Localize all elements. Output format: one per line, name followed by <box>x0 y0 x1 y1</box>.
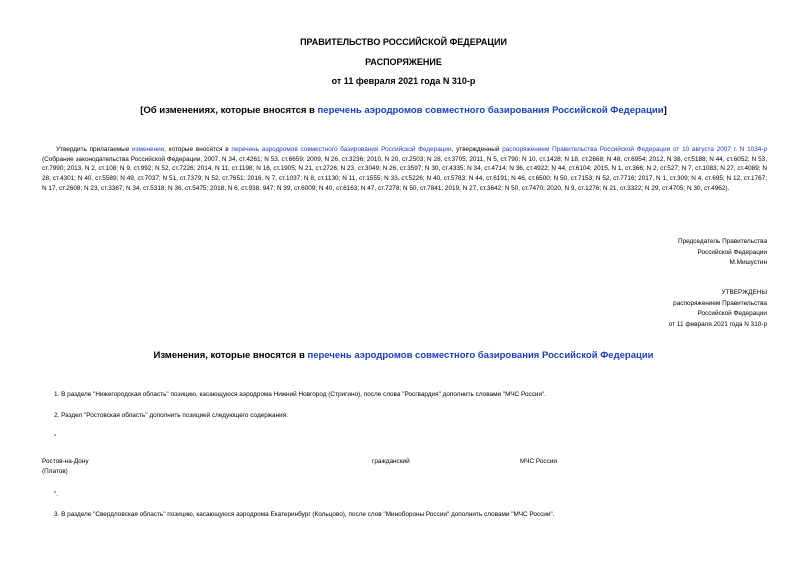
changes-title-text: Изменения, которые вносятся в <box>153 350 308 361</box>
approved-line: Российской Федерации <box>697 310 767 317</box>
quote-open: " <box>54 434 57 441</box>
approved-line: распоряжением Правительства <box>673 300 767 307</box>
document-date: от 11 февраля 2021 года N 310-р <box>331 76 476 86</box>
paragraph-text: , которые вносятся в <box>164 146 232 153</box>
aerodrome-list-link[interactable]: перечень аэродромов совместного базирования Российской Федерации <box>231 146 452 153</box>
aerodrome-type: гражданский <box>372 458 410 465</box>
document-subject <box>0 105 807 116</box>
change-item-1: 1. В разделе "Нижегородская область" позицию, касающуюся аэродрома Нижний Новгород (Стригино), после слова "Росгвардия" дополнить словами "МЧС России". <box>54 391 547 398</box>
approved-heading: УТВЕРЖДЕНЫ <box>721 289 767 296</box>
subject-link[interactable]: перечень аэродромов совместного базирования Российской Федерации <box>317 105 664 116</box>
aerodrome-user: МЧС России <box>520 458 557 465</box>
change-item-3: 3. В разделе "Свердловская область" позицию, касающуюся аэродрома Екатеринбург (Кольцово), после слов "Минобороны России" дополнить словами "МЧС России". <box>54 511 555 518</box>
main-paragraph <box>42 145 767 194</box>
paragraph-text: , утвержденный <box>451 146 503 153</box>
changes-title <box>0 350 807 361</box>
changes-link[interactable]: изменения <box>132 146 165 153</box>
aerodrome-name: Ростов-на-Дону <box>42 458 89 465</box>
changes-title-link[interactable]: перечень аэродромов совместного базирования Российской Федерации <box>307 350 654 361</box>
approved-date: от 11 февраля 2021 года N 310-р <box>668 321 767 328</box>
change-item-2: 2. Раздел "Ростовская область" дополнить позицией следующего содержания: <box>54 412 288 419</box>
paragraph-text: (Собрание законодательства Российской Федерации, 2007, N 34, ст.4261; N 53, ст.6659; 2009, N 26, ст.3236; 2010, N 20, ст.2503; N 28, ст.3705; 2011, N 5, ст.790; N 10, ст.1428; N 18, ст.2668; N 48, ст.6954; 2012, N 38, ст.5188; N 44, ст.6052; N 53, ст.7990; 2013, N 2, ст.108; N 9, ст.992; N 52, ст.7226; 2014, N 11, ст.1198; N 16, ст.1905; N 21, ст.2726; N 23, ст.3049; N 26, ст.3597; N 30, ст.4335; N 34, ст.4714; N 36, ст.4922; N 44, ст.6104; 2015, N 1, ст.366; N 2, ст.527; N 7, ст.1083; N 27, ст.4089; N 28, ст.4301; N 40, ст.5589; N 49, ст.7037; N 51, ст.7379; N 52, ст.7651; 2016, N 7, ст.1037; N 8, ст.1130; N 11, ст.1555; N 33, ст.5226; N 40, ст.5783; N 44, ст.6191; N 46, ст.6500; N 50, ст.7153; N 52, ст.7716; 2017, N 1, ст.309; N 4, ст.695; N 12, ст.1767; N 17, ст.2608; N 23, ст.3367; N 34, ст.5318; N 36, ст.5475; 2018, N 6, ст.938, 947; N 39, ст.6009; N 40, ст.6163; N 47, ст.7278; N 50, ст.7841; 2019, N 27, ст.3642; N 50, ст.7470; 2020, N 9, ст.1276; N 21, ст.3322; N 29, ст.4705; N 30, ст.4962). <box>42 155 767 192</box>
aerodrome-name-sub: (Платов) <box>42 468 68 475</box>
order-2007-link[interactable]: распоряжением Правительства Российской Федерации от 10 августа 2007 г. N 1034-р <box>502 146 768 153</box>
signature-title: Председатель Правительства <box>678 238 767 245</box>
government-heading: ПРАВИТЕЛЬСТВО РОССИЙСКОЙ ФЕДЕРАЦИИ <box>300 37 507 47</box>
quote-close: ". <box>54 491 59 498</box>
subject-suffix: ] <box>663 105 667 116</box>
paragraph-text: Утвердить прилагаемые <box>56 146 133 153</box>
subject-prefix: [Об изменениях, которые вносятся в <box>140 105 318 116</box>
document-type: РАСПОРЯЖЕНИЕ <box>365 57 442 67</box>
signature-name: М.Мишустин <box>729 259 767 266</box>
signature-title-2: Российской Федерации <box>697 249 767 256</box>
